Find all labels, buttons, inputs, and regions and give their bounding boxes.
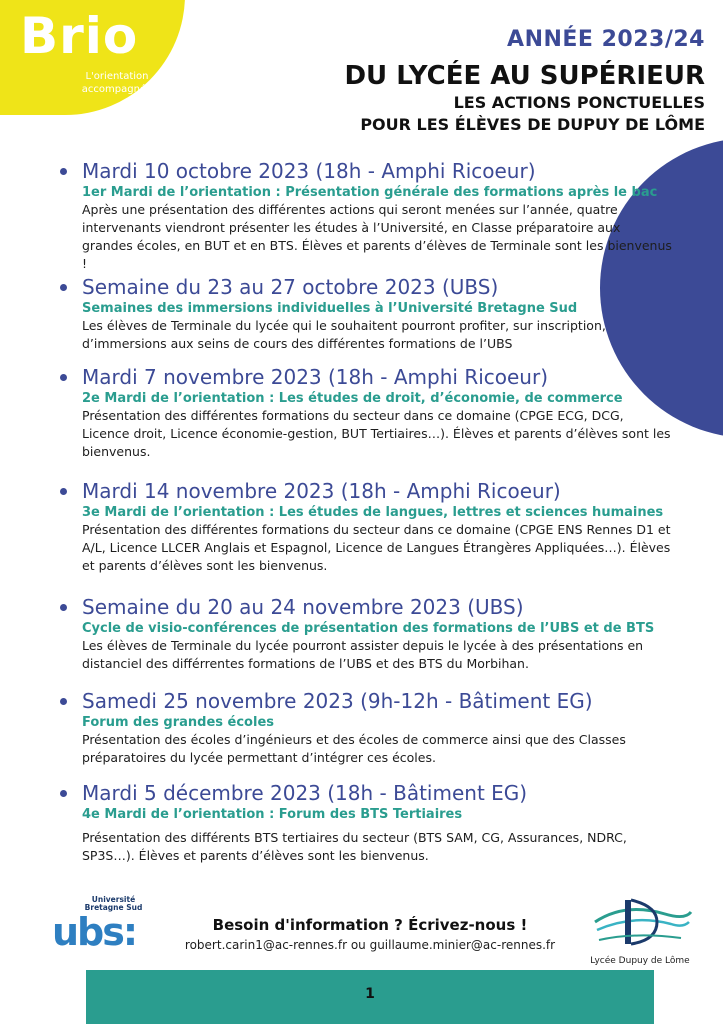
event-item <box>60 158 685 273</box>
bullet-icon <box>60 698 67 705</box>
event-item <box>60 688 685 767</box>
page-header <box>344 26 705 136</box>
event-description: Présentation des différentes formations du secteur dans ce domaine (CPGE ENS Rennes D1 et A/L, Licence LLCER Anglais et Espagnol, Licence de Langues Étrangères Appliquées…). Élèves et parents d’élèves sont les bienvenus. <box>82 522 671 573</box>
event-item <box>60 594 685 673</box>
event-description: Présentation des différents BTS tertiaires du secteur (BTS SAM, CG, Assurances, NDRC, SP3S…). Élèves et parents d’élèves sont les bienvenus. <box>82 830 627 863</box>
ubs-wordmark: ubs: <box>52 910 137 954</box>
event-title: 3e Mardi de l’orientation : Les études de langues, lettres et sciences humaines <box>82 505 664 520</box>
lycee-name: Lycée Dupuy de Lôme <box>590 956 690 966</box>
lycee-emblem-icon <box>585 892 695 954</box>
ubs-university-name: Université Bretagne Sud <box>84 895 143 912</box>
event-date: Mardi 10 octobre 2023 (18h - Amphi Ricoeur) <box>60 158 685 184</box>
page-subtitle-line-1: LES ACTIONS PONCTUELLES <box>453 93 705 112</box>
page-title: DU LYCÉE AU SUPÉRIEUR <box>344 61 705 91</box>
bullet-icon <box>60 168 67 175</box>
lycee-logo <box>585 892 695 982</box>
brio-wordmark: Brio <box>20 7 139 65</box>
bullet-icon <box>60 604 67 611</box>
bullet-icon <box>60 374 67 381</box>
page-number-bar <box>86 970 654 1024</box>
event-title: Forum des grandes écoles <box>82 715 275 730</box>
contact-emails: robert.carin1@ac-rennes.fr ou guillaume.minier@ac-rennes.fr <box>184 938 556 952</box>
event-title: 1er Mardi de l’orientation : Présentation générale des formations après le bac <box>82 185 658 200</box>
event-item <box>60 478 685 575</box>
event-date: Samedi 25 novembre 2023 (9h-12h - Bâtiment EG) <box>60 688 685 714</box>
page-subtitle-line-2: POUR LES ÉLÈVES DE DUPUY DE LÔME <box>360 115 705 134</box>
event-title: 2e Mardi de l’orientation : Les études de droit, d’économie, de commerce <box>82 391 623 406</box>
event-date: Mardi 5 décembre 2023 (18h - Bâtiment EG) <box>60 780 685 806</box>
event-description: Présentation des différentes formations du secteur dans ce domaine (CPGE ECG, DCG, Licence droit, Licence économie-gestion, BUT Tertiaires…). Élèves et parents d’élèves sont les bienvenus. <box>82 408 671 459</box>
event-title: Semaines des immersions individuelles à l’Université Bretagne Sud <box>82 301 578 316</box>
bullet-icon <box>60 284 67 291</box>
brio-logo <box>20 7 155 95</box>
event-item <box>60 780 685 865</box>
ubs-logo <box>52 894 147 954</box>
event-item <box>60 364 685 461</box>
event-description: Après une présentation des différentes actions qui seront menées sur l’année, quatre intervenants viendront présenter les études à l’Université, en Classe préparatoire aux grandes écoles, en BUT et en BTS. Élèves et parents d’élèves de Terminale sont les bienvenus ! <box>82 202 672 271</box>
school-year: ANNÉE 2023/24 <box>507 27 705 52</box>
event-description: Présentation des écoles d’ingénieurs et des écoles de commerce ainsi que des Classes préparatoires du lycée permettant d’intégrer ces écoles. <box>82 732 626 765</box>
bullet-icon <box>60 790 67 797</box>
page-number: 1 <box>365 986 375 1002</box>
event-description: Les élèves de Terminale du lycée pourront assister depuis le lycée à des présentations en distanciel des différrentes formations de l’UBS et des BTS du Morbihan. <box>82 638 644 671</box>
event-title: Cycle de visio-conférences de présentation des formations de l’UBS et de BTS <box>82 621 655 636</box>
event-date: Mardi 14 novembre 2023 (18h - Amphi Ricoeur) <box>60 478 685 504</box>
brio-tagline: L'orientation accompagnée <box>81 71 153 95</box>
bullet-icon <box>60 488 67 495</box>
event-date: Semaine du 20 au 24 novembre 2023 (UBS) <box>60 594 685 620</box>
event-date: Mardi 7 novembre 2023 (18h - Amphi Ricoeur) <box>60 364 685 390</box>
event-title: 4e Mardi de l’orientation : Forum des BTS Tertiaires <box>82 807 463 822</box>
event-description: Les élèves de Terminale du lycée qui le souhaitent pourront profiter, sur inscription, d’immersions aux seins de cours des différentes formations de l’UBS <box>82 318 606 351</box>
event-item <box>60 274 685 353</box>
event-date: Semaine du 23 au 27 octobre 2023 (UBS) <box>60 274 685 300</box>
contact-heading: Besoin d'information ? Écrivez-nous ! <box>212 916 528 934</box>
